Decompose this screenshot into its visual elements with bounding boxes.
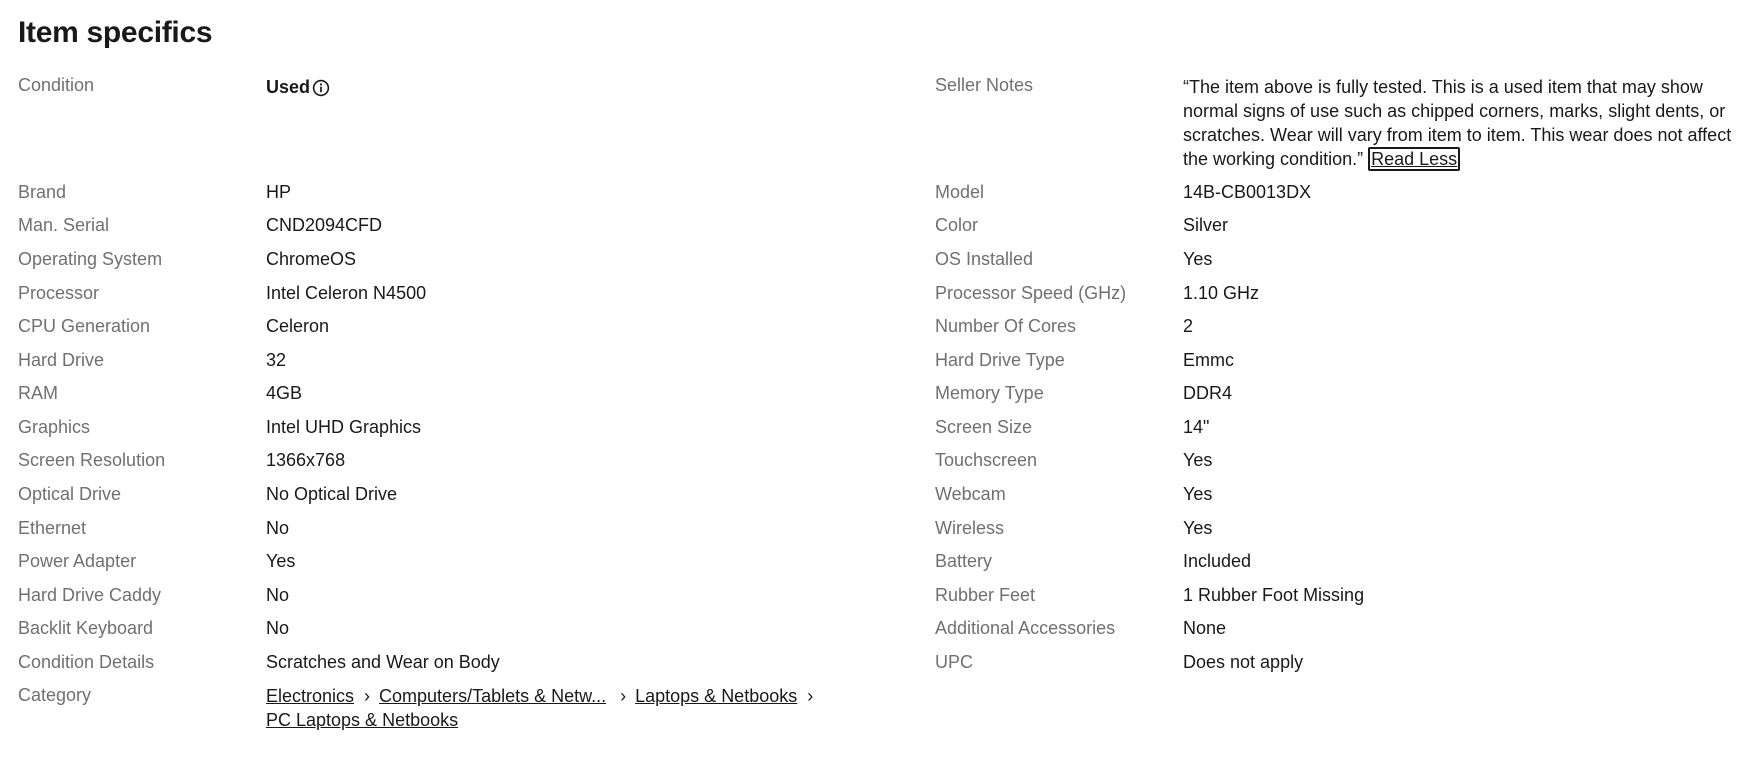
spec-os-installed-label: OS Installed	[935, 249, 1034, 269]
info-circle-icon[interactable]	[312, 79, 330, 97]
breadcrumb-link-electronics[interactable]: Electronics	[266, 686, 355, 706]
spec-graphics-label: Graphics	[18, 417, 91, 437]
spec-additional-accessories-label: Additional Accessories	[935, 618, 1116, 638]
spec-ram-value: 4GB	[266, 383, 303, 403]
read-less-link[interactable]: Read Less	[1368, 147, 1460, 171]
spec-cpu-generation-label: CPU Generation	[18, 316, 151, 336]
seller-notes-body: “The item above is fully tested. This is a used item that may show normal signs of use such as chipped corners, marks, slight dents, or scratches. Wear will vary from item to item. This wear does not affect the working condition.”	[1183, 77, 1732, 169]
spec-processor-speed-ghz-label: Processor Speed (GHz)	[935, 283, 1127, 303]
spec-backlit-keyboard-label: Backlit Keyboard	[18, 618, 154, 638]
category-label: Category	[18, 685, 92, 705]
spec-upc-value: Does not apply	[1183, 652, 1304, 672]
spec-backlit-keyboard-value: No	[266, 618, 290, 638]
spec-processor-value: Intel Celeron N4500	[266, 283, 427, 303]
spec-operating-system-label: Operating System	[18, 249, 163, 269]
seller-notes-text	[1183, 75, 1735, 171]
spec-hard-drive-caddy-label: Hard Drive Caddy	[18, 585, 162, 605]
spec-os-installed-value: Yes	[1183, 249, 1213, 269]
spec-rubber-feet-label: Rubber Feet	[935, 585, 1036, 605]
spec-optical-drive-label: Optical Drive	[18, 484, 122, 504]
spec-power-adapter-value: Yes	[266, 551, 296, 571]
spec-webcam-value: Yes	[1183, 484, 1213, 504]
spec-hard-drive-type-label: Hard Drive Type	[935, 350, 1065, 370]
spec-ethernet-label: Ethernet	[18, 518, 87, 538]
spec-cpu-generation-value: Celeron	[266, 316, 330, 336]
spec-screen-size-label: Screen Size	[935, 417, 1033, 437]
spec-number-of-cores-value: 2	[1183, 316, 1194, 336]
spec-condition-details-value: Scratches and Wear on Body	[266, 652, 500, 672]
spec-ram-label: RAM	[18, 383, 58, 403]
spec-hard-drive-caddy-value: No	[266, 585, 290, 605]
spec-battery-label: Battery	[935, 551, 993, 571]
spec-screen-resolution-label: Screen Resolution	[18, 450, 166, 470]
spec-model-value: 14B-CB0013DX	[1183, 182, 1312, 202]
spec-man-serial-value: CND2094CFD	[266, 215, 383, 235]
condition-label: Condition	[18, 75, 95, 95]
spec-optical-drive-value: No Optical Drive	[266, 484, 398, 504]
spec-rubber-feet-value: 1 Rubber Foot Missing	[1183, 585, 1365, 605]
condition-value-text: Used	[266, 77, 311, 97]
spec-screen-size-value: 14"	[1183, 417, 1210, 437]
chevron-right-icon: ›	[807, 686, 814, 706]
spec-model-label: Model	[935, 182, 985, 202]
spec-hard-drive-label: Hard Drive	[18, 350, 105, 370]
spec-screen-resolution-value: 1366x768	[266, 450, 346, 470]
spec-wireless-label: Wireless	[935, 518, 1005, 538]
spec-brand-value: HP	[266, 182, 292, 202]
breadcrumb-link-pc-laptops-netbooks[interactable]: PC Laptops & Netbooks	[266, 710, 459, 730]
breadcrumb-link-laptops-netbooks[interactable]: Laptops & Netbooks	[635, 686, 798, 706]
spec-webcam-label: Webcam	[935, 484, 1006, 504]
chevron-right-icon: ›	[364, 686, 371, 706]
spec-brand-label: Brand	[18, 182, 67, 202]
spec-condition-details-label: Condition Details	[18, 652, 155, 672]
spec-processor-speed-ghz-value: 1.10 GHz	[1183, 283, 1260, 303]
spec-hard-drive-value: 32	[266, 350, 287, 370]
spec-wireless-value: Yes	[1183, 518, 1213, 538]
spec-memory-type-label: Memory Type	[935, 383, 1044, 403]
chevron-right-icon: ›	[620, 686, 627, 706]
spec-touchscreen-value: Yes	[1183, 450, 1213, 470]
spec-touchscreen-label: Touchscreen	[935, 450, 1038, 470]
spec-memory-type-value: DDR4	[1183, 383, 1233, 403]
spec-operating-system-value: ChromeOS	[266, 249, 357, 269]
condition-value	[266, 77, 330, 98]
breadcrumb-link-computers-tablets[interactable]: Computers/Tablets & Netw...	[379, 686, 607, 706]
spec-number-of-cores-label: Number Of Cores	[935, 316, 1077, 336]
breadcrumb	[266, 684, 886, 732]
spec-color-value: Silver	[1183, 215, 1229, 235]
page-title: Item specifics	[18, 16, 213, 49]
spec-additional-accessories-value: None	[1183, 618, 1227, 638]
spec-battery-value: Included	[1183, 551, 1252, 571]
spec-processor-label: Processor	[18, 283, 100, 303]
spec-upc-label: UPC	[935, 652, 974, 672]
spec-power-adapter-label: Power Adapter	[18, 551, 137, 571]
spec-hard-drive-type-value: Emmc	[1183, 350, 1234, 370]
seller-notes-label: Seller Notes	[935, 75, 1034, 95]
spec-graphics-value: Intel UHD Graphics	[266, 417, 422, 437]
spec-color-label: Color	[935, 215, 979, 235]
spec-ethernet-value: No	[266, 518, 290, 538]
spec-man-serial-label: Man. Serial	[18, 215, 110, 235]
